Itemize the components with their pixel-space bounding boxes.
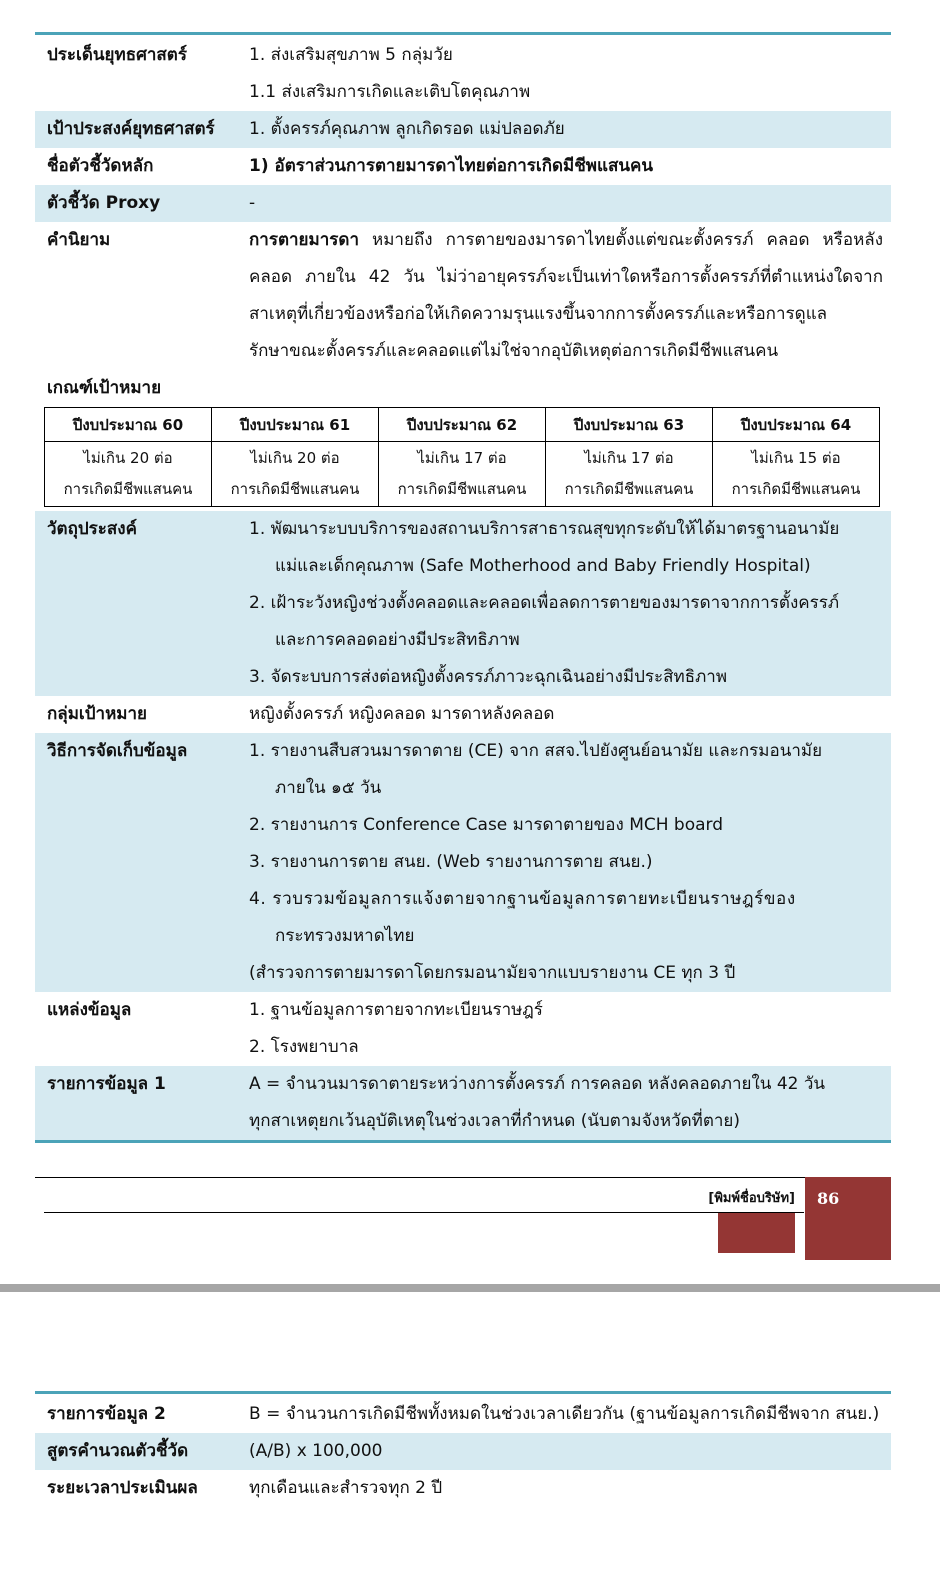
collection-4-cont: กระทรวงมหาดไทย [275, 926, 415, 946]
row-data-source [35, 992, 891, 1066]
label-data-item-2: รายการข้อมูล 2 [47, 1404, 166, 1424]
definition-line2: คลอด ภายใน 42 วัน ไม่ว่าอายุครรภ์จะเป็นเท่าใดหรือการตั้งครรภ์ที่ตำแหน่งใดจาก [249, 267, 883, 287]
target-year: ปีงบประมาณ 61 [212, 408, 379, 442]
label-strategy-issue: ประเด็นยุทธศาสตร์ [47, 45, 187, 65]
label-main-indicator: ชื่อตัวชี้วัดหลัก [47, 156, 154, 176]
row-formula [35, 1433, 891, 1470]
row-strategic-goal [35, 111, 891, 148]
definition-line4: รักษาขณะตั้งครรภ์และคลอดแต่ไม่ใช่จากอุบัติเหตุต่อการเกิดมีชีพแสนคน [249, 341, 779, 361]
data-item-1-line1: A = จำนวนมารดาตายระหว่างการตั้งครรภ์ การคลอด หลังคลอดภายใน 42 วัน [249, 1074, 826, 1094]
row-targets [35, 370, 891, 510]
target-table-row [45, 442, 880, 507]
objective-1-cont: แม่และเด็กคุณภาพ (Safe Motherhood and Baby Friendly Hospital) [275, 556, 811, 576]
row-target-group [35, 696, 891, 733]
page-number-box [805, 1177, 891, 1260]
label-formula: สูตรคำนวณตัวชี้วัด [47, 1441, 189, 1461]
target-group-value: หญิงตั้งครรภ์ หญิงคลอด มารดาหลังคลอด [249, 704, 555, 724]
collection-4: 4. รวบรวมข้อมูลการแจ้งตายจากฐานข้อมูลการตายทะเบียนราษฎร์ของ [249, 889, 796, 909]
label-objectives: วัตถุประสงค์ [47, 519, 137, 539]
evaluation-period-value: ทุกเดือนและสำรวจทุก 2 ปี [249, 1478, 443, 1498]
formula-value: (A/B) x 100,000 [249, 1441, 383, 1461]
footer-rule [35, 1177, 805, 1178]
label-targets: เกณฑ์เป้าหมาย [47, 378, 162, 398]
label-definition: คำนิยาม [47, 230, 111, 250]
indicator-table [35, 32, 891, 1143]
strategy-issue-line2: 1.1 ส่งเสริมการเกิดและเติบโตคุณภาพ [249, 82, 531, 102]
strategy-issue-line1: 1. ส่งเสริมสุขภาพ 5 กลุ่มวัย [249, 45, 453, 65]
label-target-group: กลุ่มเป้าหมาย [47, 704, 147, 724]
source-2: 2. โรงพยาบาล [249, 1037, 359, 1057]
target-table [44, 407, 880, 507]
collection-1-cont: ภายใน ๑๕ วัน [275, 778, 382, 798]
target-cell: ไม่เกิน 15 ต่อ การเกิดมีชีพแสนคน [713, 442, 880, 507]
row-data-collection [35, 733, 891, 992]
row-strategy-issue [35, 35, 891, 111]
label-data-source: แหล่งข้อมูล [47, 1000, 132, 1020]
data-item-2-value: B = จำนวนการเกิดมีชีพทั้งหมดในช่วงเวลาเดียวกัน (ฐานข้อมูลการเกิดมีชีพจาก สนย.) [249, 1404, 880, 1424]
document-page-2 [0, 1292, 940, 1577]
label-evaluation-period: ระยะเวลาประเมินผล [47, 1478, 198, 1498]
definition-line1: หมายถึง การตายของมารดาไทยตั้งแต่ขณะตั้งครรภ์ คลอด หรือหลัง [359, 230, 883, 250]
main-indicator-value: 1) อัตราส่วนการตายมารดาไทยต่อการเกิดมีชีพแสนคน [249, 156, 653, 176]
target-cell: ไม่เกิน 20 ต่อ การเกิดมีชีพแสนคน [212, 442, 379, 507]
page-number: 86 [817, 1189, 840, 1208]
row-objectives [35, 510, 891, 696]
row-data-item-1 [35, 1066, 891, 1143]
label-proxy: ตัวชี้วัด Proxy [47, 193, 161, 213]
target-table-header [45, 408, 880, 442]
page-separator [0, 1284, 940, 1292]
objective-2-cont: และการคลอดอย่างมีประสิทธิภาพ [275, 630, 520, 650]
row-data-item-2 [35, 1394, 891, 1433]
indicator-table-continued [35, 1391, 891, 1507]
row-proxy [35, 185, 891, 222]
target-year: ปีงบประมาณ 60 [45, 408, 212, 442]
target-cell: ไม่เกิน 17 ต่อ การเกิดมีชีพแสนคน [379, 442, 546, 507]
label-data-item-1: รายการข้อมูล 1 [47, 1074, 166, 1094]
proxy-value: - [249, 193, 256, 213]
target-year: ปีงบประมาณ 64 [713, 408, 880, 442]
collection-2: 2. รายงานการ Conference Case มารดาตายของ MCH board [249, 815, 724, 835]
objective-1: 1. พัฒนาระบบบริการของสถานบริการสาธารณสุขทุกระดับให้ได้มาตรฐานอนามัย [249, 519, 840, 539]
row-evaluation-period [35, 1470, 891, 1507]
footer-rule [44, 1212, 804, 1213]
label-data-collection: วิธีการจัดเก็บข้อมูล [47, 741, 188, 761]
collection-5: (สำรวจการตายมารดาโดยกรมอนามัยจากแบบรายงาน CE ทุก 3 ปี [249, 963, 736, 983]
source-1: 1. ฐานข้อมูลการตายจากทะเบียนราษฎร์ [249, 1000, 543, 1020]
target-year: ปีงบประมาณ 62 [379, 408, 546, 442]
collection-1: 1. รายงานสืบสวนมารดาตาย (CE) จาก สสจ.ไปยังศูนย์อนามัย และกรมอนามัย [249, 741, 823, 761]
definition-line3: สาเหตุที่เกี่ยวข้องหรือก่อให้เกิดความรุนแรงขึ้นจากการตั้งครรภ์และหรือการดูแล [249, 304, 828, 324]
row-main-indicator [35, 148, 891, 185]
objective-3: 3. จัดระบบการส่งต่อหญิงตั้งครรภ์ภาวะฉุกเฉินอย่างมีประสิทธิภาพ [249, 667, 728, 687]
target-cell: ไม่เกิน 17 ต่อ การเกิดมีชีพแสนคน [546, 442, 713, 507]
data-item-1-line2: ทุกสาเหตุยกเว้นอุบัติเหตุในช่วงเวลาที่กำหนด (นับตามจังหวัดที่ตาย) [249, 1111, 741, 1131]
footer-decor-box [718, 1213, 795, 1253]
footer-company-name: [พิมพ์ชื่อบริษัท] [708, 1191, 795, 1206]
strategic-goal-value: 1. ตั้งครรภ์คุณภาพ ลูกเกิดรอด แม่ปลอดภัย [249, 119, 565, 139]
label-strategic-goal: เป้าประสงค์ยุทธศาสตร์ [47, 119, 215, 139]
collection-3: 3. รายงานการตาย สนย. (Web รายงานการตาย สนย.) [249, 852, 653, 872]
definition-term: การตายมารดา [249, 230, 359, 250]
row-definition [35, 222, 891, 370]
target-year: ปีงบประมาณ 63 [546, 408, 713, 442]
objective-2: 2. เฝ้าระวังหญิงช่วงตั้งคลอดและคลอดเพื่อลดการตายของมารดาจากการตั้งครรภ์ [249, 593, 840, 613]
target-cell: ไม่เกิน 20 ต่อ การเกิดมีชีพแสนคน [45, 442, 212, 507]
